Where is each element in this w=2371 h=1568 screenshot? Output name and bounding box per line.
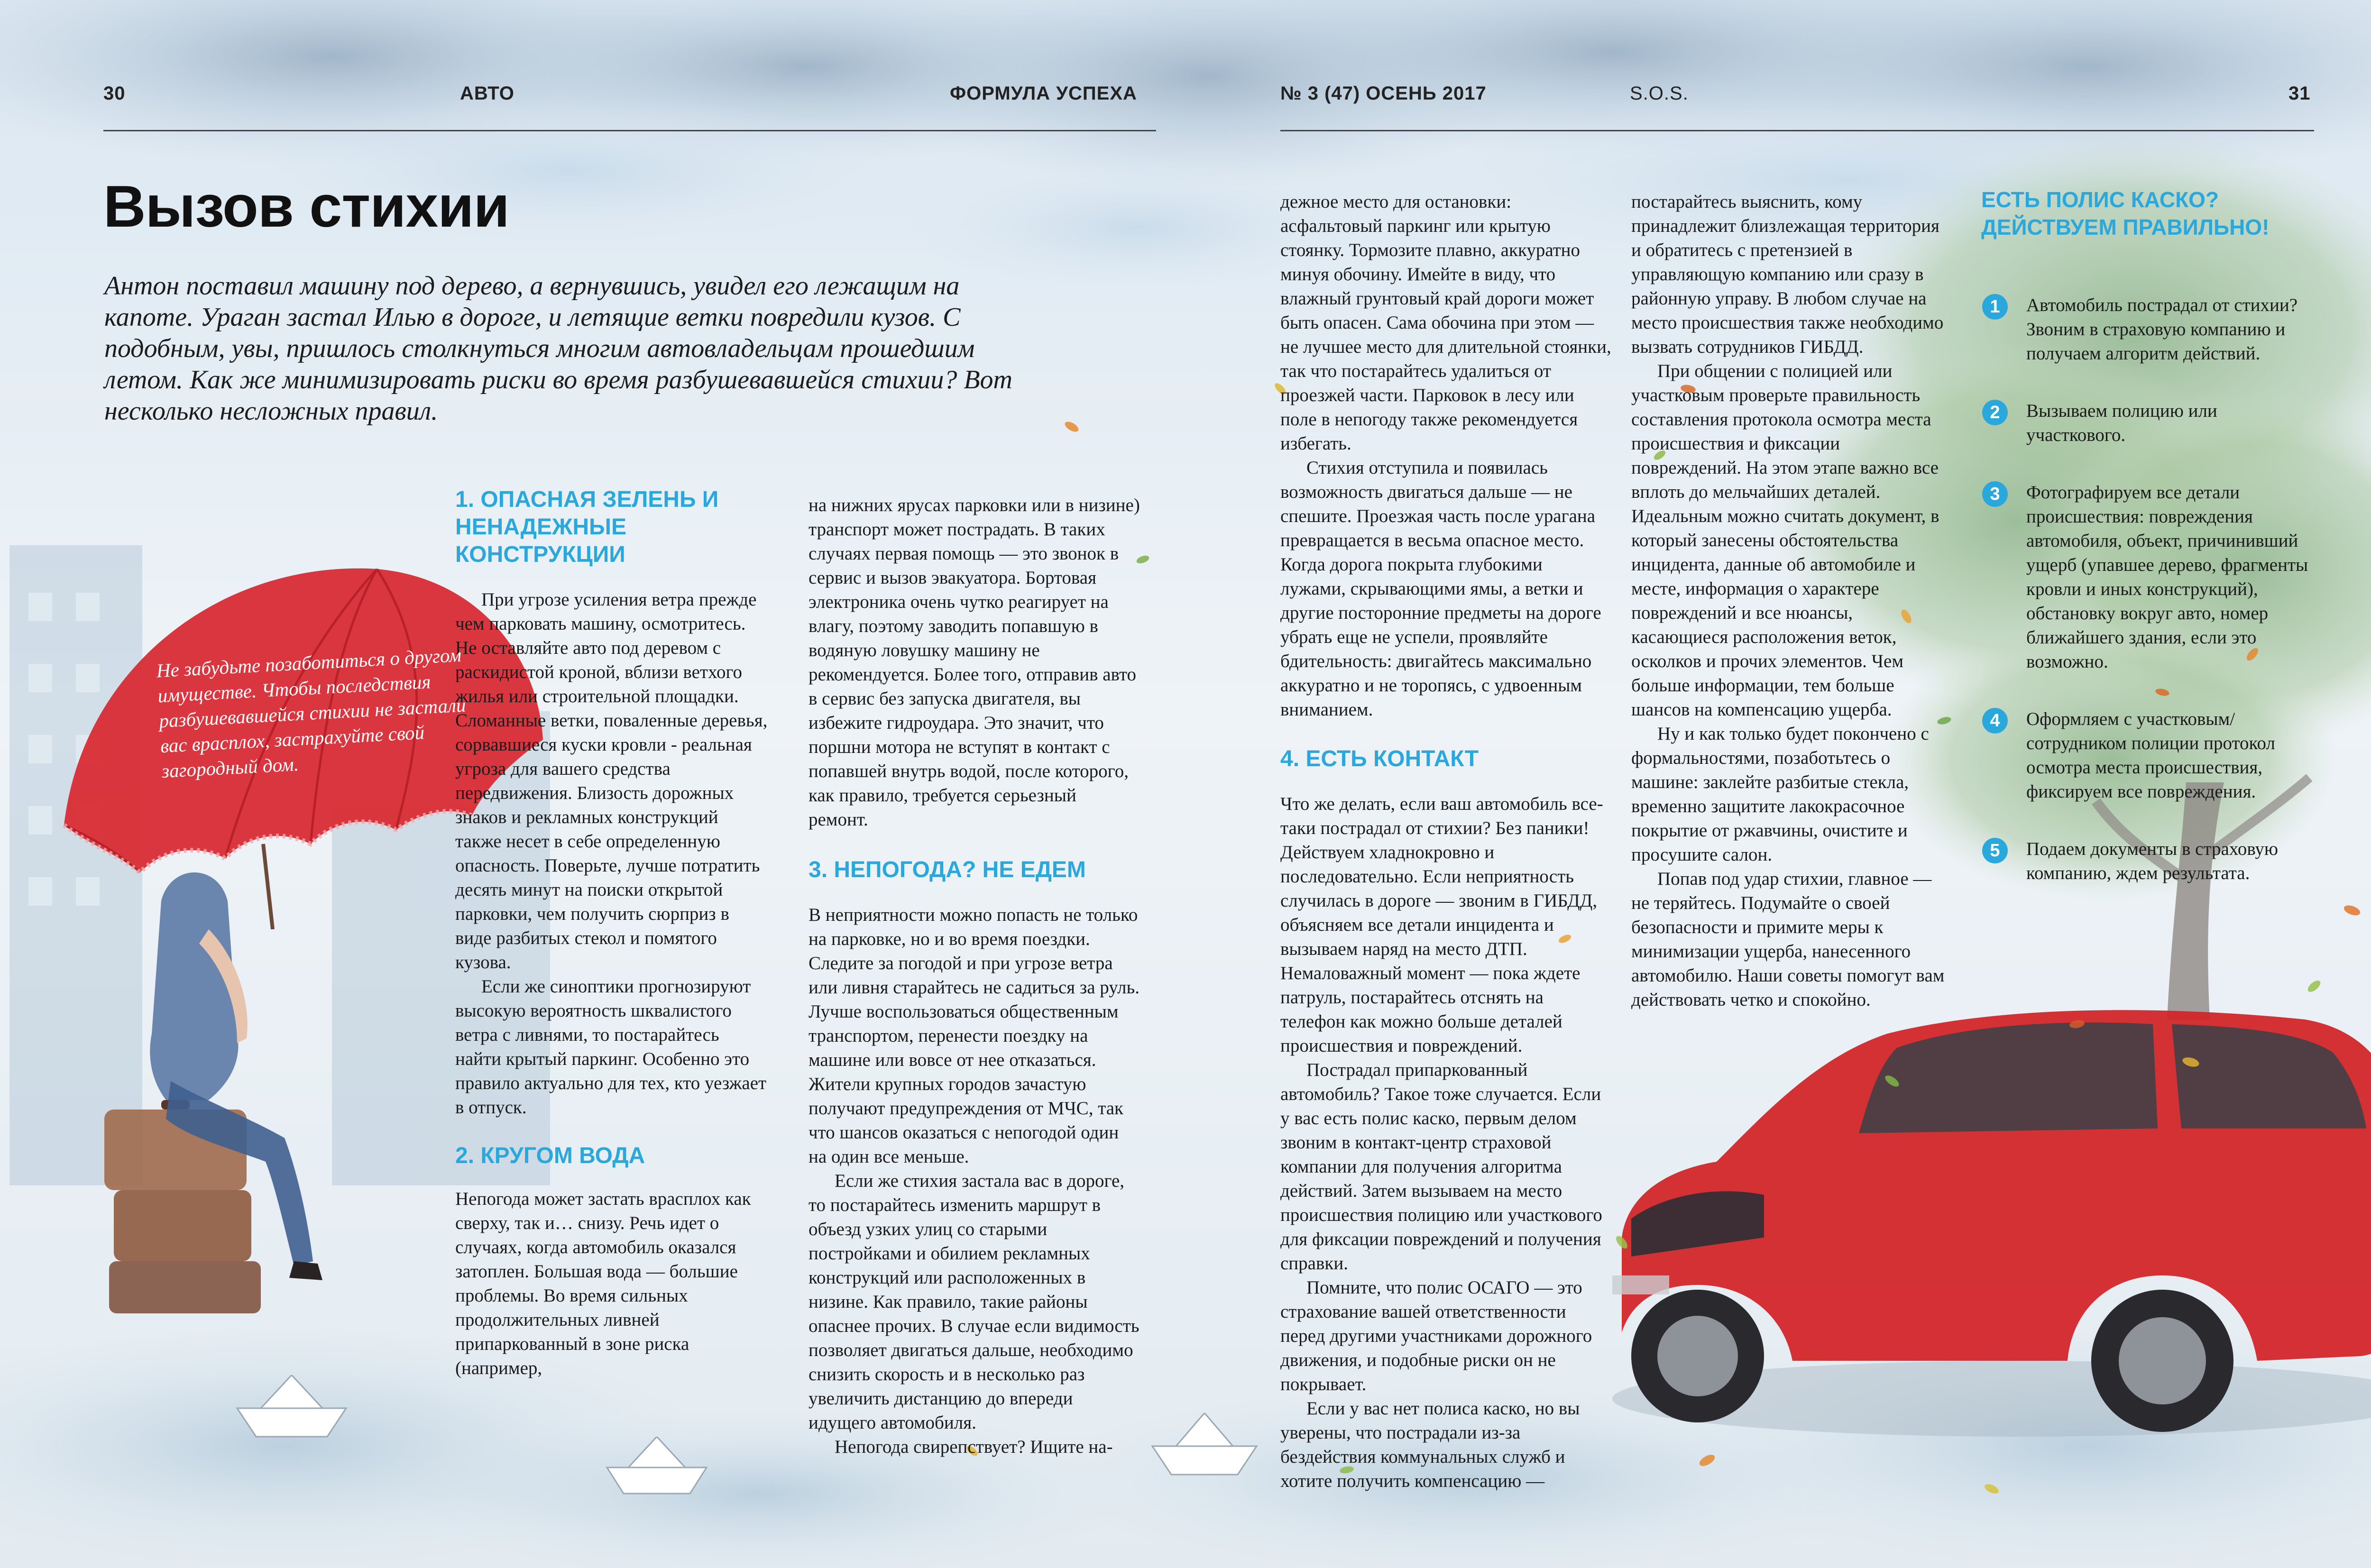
article-title: Вызов стихии [103, 174, 509, 239]
section-label-left: АВТО [460, 83, 515, 104]
sidebar-step [1981, 399, 2313, 447]
kasko-sidebar [1981, 186, 2313, 918]
section-label-right: S.O.S. [1630, 83, 1689, 104]
paragraph: При общении с полицией или участковым проверьте правильность составления протокола осмотра места происшествия и фиксации повреждений. На этом этапе важно все вплоть до мельчайших деталей. Идеальным можно считать документ, в который занесены обстоятельства инцидента, данные об автомобиле и месте, информация о характере повреждений и все нюансы, касающиеся расположения веток, осколков и прочих элементов. Чем больше информации, тем больше шансов на компенсацию ущерба. [1631, 361, 1939, 720]
step-text: Вызываем полицию или участкового. [2026, 401, 2217, 445]
step-number-badge: 2 [1982, 400, 2008, 425]
sidebar-step [1981, 480, 2313, 674]
paragraph: дежное место для остановки: асфальтовый паркинг или крытую стоянку. Тормозите плавно, аккуратно минуя обочину. Имейте в виду, что влажный грунтовый край дороги может быть опасен. Сама обочина при этом — не лучшее место для длительной стоянки, так что постарайтесь удалиться от проезжей части. Парковок в лесу или поле в непогоду также рекомендуется избегать. [1280, 192, 1611, 454]
section-heading-3: 3. НЕПОГОДА? НЕ ЕДЕМ [809, 857, 1086, 882]
step-number-badge: 1 [1982, 294, 2008, 320]
step-number-badge: 4 [1982, 708, 2008, 734]
section-heading-1: 1. ОПАСНАЯ ЗЕЛЕНЬ И НЕНАДЕЖНЫЕ КОНСТРУКЦИИ [455, 487, 719, 567]
paragraph: постарайтесь выяснить, кому принадлежит близлежащая территория и обратитесь с претензией в управляющую компанию или сразу в районную управу. В любом случае на место происшествия также необходимо вызвать сотрудников ГИБДД. [1631, 192, 1944, 357]
paragraph: При угрозе усиления ветра прежде чем парковать машину, осмотритесь. Не оставляйте авто под деревом с раскидистой кроной, вблизи ветхого жилья или строительной площадки. Сломанные ветки, поваленные деревья, сорвавшиеся куски кровли - реальная угроза для вашего средства передвижения. Близость дорожных знаков и рекламных конструкций также несет в себе определенную опасность. Поверьте, лучше потратить десять минут на поиски открытой парковки, чем получить сюрприз в виде разбитых стекол и помятого кузова. [455, 589, 768, 972]
page-number-left: 30 [103, 83, 126, 104]
sidebar-heading: ЕСТЬ ПОЛИС КАСКО? ДЕЙСТВУЕМ ПРАВИЛЬНО! [1981, 187, 2270, 239]
header-rule-left [103, 130, 1156, 131]
paragraph: Если же стихия застала вас в дороге, то постарайтесь изменить маршрут в объезд узких улиц со старыми постройками и обилием рекламных конструкций или расположенных в низине. Как правило, такие районы опаснее прочих. В случае если видимость позволяет двигаться дальше, необходимо снизить скорость и в несколько раз увеличить дистанцию до впереди идущего автомобиля. [809, 1171, 1140, 1433]
text-column-4 [1631, 190, 1954, 1012]
paragraph: Что же делать, если ваш автомобиль все-таки пострадал от стихии? Без паники! Действуем хладнокровно и последовательно. Если неприятность случилась в дороге — звоним в ГИБДД, объясняем все детали инцидента и вызываем наряд на место ДТП. Немаловажный момент — пока ждете патруль, постарайтесь отснять на телефон как можно больше деталей происшествия и повреждений. [1280, 794, 1603, 1056]
text-column-3 [1280, 190, 1612, 1493]
paragraph: В неприятности можно попасть не только на парковке, но и во время поездки. Следите за погодой и при угрозе ветра или ливня старайтесь не садиться за руль. Лучше воспользоваться общественным транспортом, перенести поездку на машине или вовсе от нее отказаться. Жители крупных городов зачастую получают предупреждения от МЧС, так что шансов оказаться с непогодой один на один все меньше. [809, 905, 1140, 1167]
step-text: Подаем документы в страховую компанию, ждем результата. [2026, 839, 2279, 883]
paragraph: Попав под удар стихии, главное — не теряйтесь. Подумайте о своей безопасности и примите меры к минимизации ущерба, нанесенного автомобилю. Наши советы помогут вам действовать четко и спокойно. [1631, 869, 1945, 1010]
section-heading-2: 2. КРУГОМ ВОДА [455, 1143, 645, 1168]
paragraph: Ну и как только будет покончено с формальностями, позаботьтесь о машине: заклейте разбитые стекла, временно защитите лакокрасочное покрытие от ржавчины, очистите и просушите салон. [1631, 724, 1929, 865]
text-column-2 [809, 493, 1140, 1459]
step-text: Фотографируем все детали происшествия: повреждения автомобиля, объект, причинивший ущерб (упавшее дерево, фрагменты кровли и иных конструкций), обстановку вокруг авто, номер ближайшего здания, если это возможно. [2026, 482, 2308, 672]
step-number-badge: 5 [1982, 838, 2008, 863]
magazine-brand: ФОРМУЛА УСПЕХА [950, 83, 1137, 104]
paragraph: Непогода свирепствует? Ищите на- [835, 1437, 1113, 1457]
step-number-badge: 3 [1982, 481, 2008, 507]
text-column-1 [455, 486, 768, 1380]
step-text: Автомобиль пострадал от стихии? Звоним в страховую компанию и получаем алгоритм действий. [2026, 295, 2298, 364]
page-number-right: 31 [2288, 83, 2311, 104]
paragraph: Стихия отступила и появилась возможность двигаться дальше — не спешите. Проезжая часть после урагана превращается в весьма опасное место. Когда дорога покрыта глубокими лужами, скрывающими ямы, а ветки и другие посторонние предметы на дороге убрать еще не успели, проявляйте бдительность: двигайтесь максимально аккуратно и не торопясь, с удвоенным вниманием. [1280, 458, 1601, 720]
step-text: Оформляем с участковым/сотрудником полиции протокол осмотра места происшествия, фиксируем все повреждения. [2026, 709, 2275, 802]
paragraph: Помните, что полис ОСАГО — это страхование вашей ответственности перед другими участниками дорожного движения, и подобные риски он не покрывает. [1280, 1277, 1592, 1394]
article-lead: Антон поставил машину под дерево, а вернувшись, увидел его лежащим на капоте. Ураган застал Илью в дороге, и летящие ветки повредили кузов. С подобным, увы, пришлось столкнуться многим автовладельцам прошедшим летом. Как же минимизировать риски во время разбушевавшейся стихии? Вот несколько несложных правил. [104, 271, 1012, 426]
issue-info: № 3 (47) ОСЕНЬ 2017 [1280, 83, 1487, 104]
paragraph: Если же синоптики прогнозируют высокую вероятность шквалистого ветра с ливнями, то постарайтесь найти крытый паркинг. Особенно это правило актуально для тех, кто уезжает в отпуск. [455, 976, 767, 1118]
umbrella-callout-text: Не забудьте позаботиться о другом имуществе. Чтобы последствия разбушевавшейся стихии не застали вас врасплох, застрахуйте свой загородный дом. [156, 643, 467, 782]
paragraph: Пострадал припаркованный автомобиль? Такое тоже случается. Если у вас есть полис каско, первым делом звоним в контакт-центр страховой компании для получения алгоритма действий. Затем вызываем на место происшествия полицию или участкового для фиксации повреждений и получения справки. [1280, 1060, 1602, 1274]
paragraph: на нижних ярусах парковки или в низине) транспорт может пострадать. В таких случаях первая помощь — это звонок в сервис и вызов эвакуатора. Бортовая электроника очень чутко реагирует на влагу, поэтому заводить попавшую в водяную ловушку машину не рекомендуется. Более того, отправив авто в сервис без запуска двигателя, вы избежите гидроудара. Это значит, что поршни мотора не вступят в контакт с попавшей внутрь водой, после которого, как правило, требуется серьезный ремонт. [809, 495, 1140, 830]
header-rule-right [1280, 130, 2314, 131]
section-heading-4: 4. ЕСТЬ КОНТАКТ [1280, 746, 1479, 771]
paragraph: Если у вас нет полиса каско, но вы уверены, что пострадали из-за бездействия коммунальных служб и хотите получить компенсацию — [1280, 1398, 1580, 1491]
paragraph: Непогода может застать врасплох как сверху, так и… снизу. Речь идет о случаях, когда автомобиль оказался затоплен. Большая вода — большие проблемы. Во время сильных продолжительных ливней припаркованный в зоне риска (например, [455, 1189, 751, 1378]
sidebar-step [1981, 707, 2313, 804]
sidebar-step [1981, 293, 2313, 366]
sidebar-step [1981, 837, 2313, 885]
